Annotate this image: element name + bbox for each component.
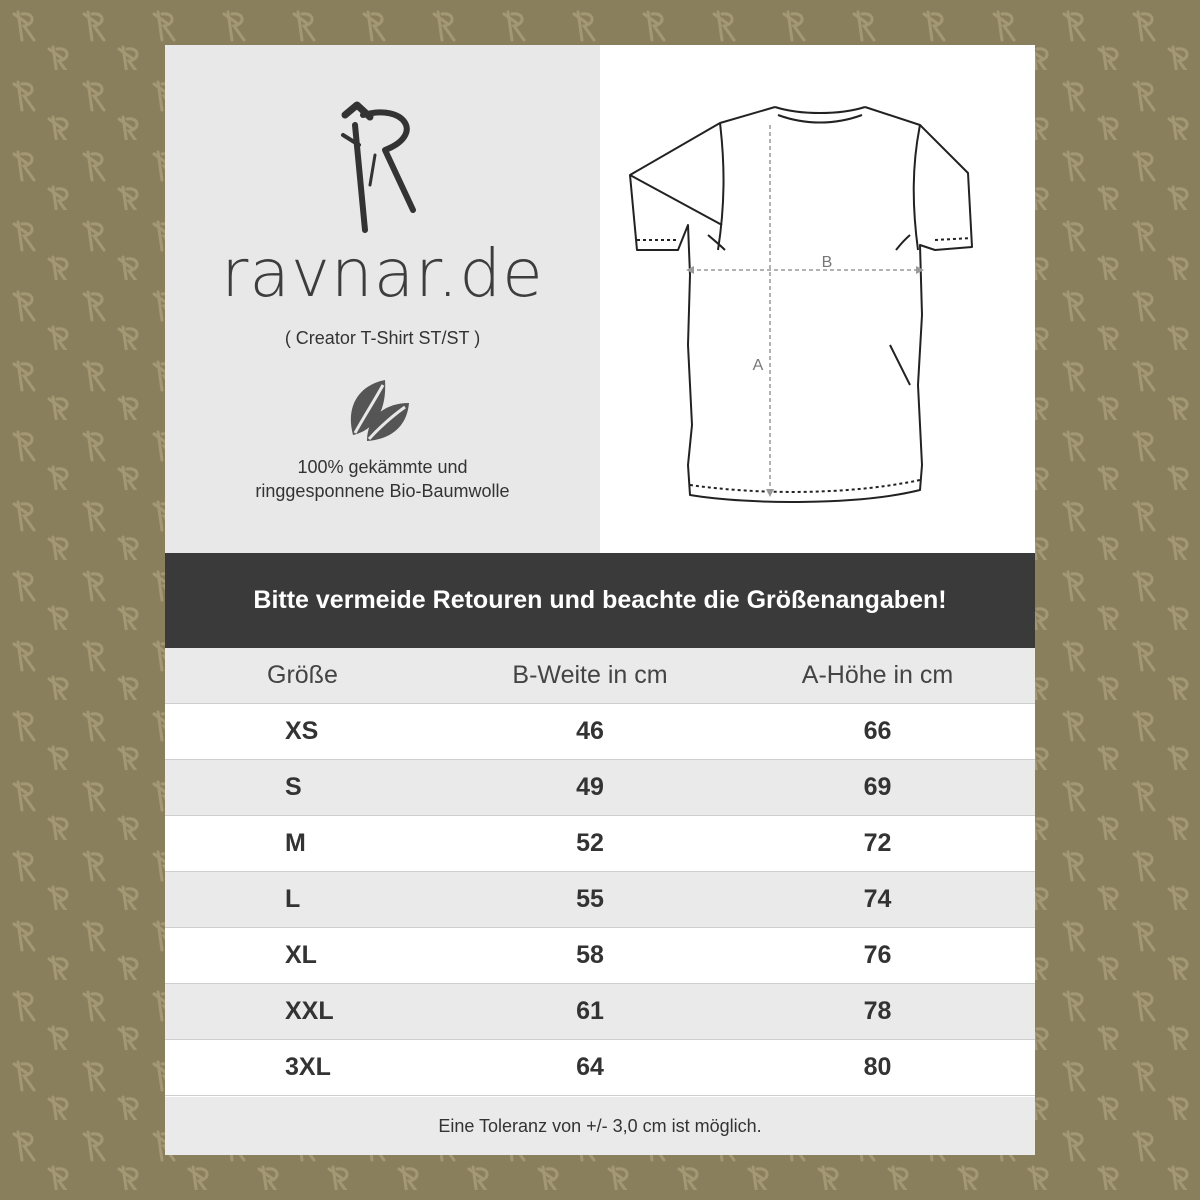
- table-row: [165, 928, 1035, 984]
- height-cell: 78: [863, 997, 892, 1025]
- size-cell: XL: [285, 941, 317, 969]
- table-row: [165, 984, 1035, 1040]
- table-row: [165, 1040, 1035, 1096]
- tshirt-outline: [630, 107, 972, 502]
- size-cell: M: [285, 829, 306, 857]
- tshirt-diagram: [600, 45, 1035, 553]
- width-cell: 58: [576, 941, 604, 969]
- product-label: ( Creator T-Shirt ST/ST ): [284, 328, 481, 348]
- ravnar-logo-icon: [325, 95, 425, 235]
- header-width: B-Weite in cm: [512, 661, 668, 689]
- width-cell: 61: [576, 997, 604, 1025]
- material-line-2: ringgesponnene Bio-Baumwolle: [255, 481, 510, 501]
- material-line-1: 100% gekämmte und: [297, 457, 468, 477]
- label-a: A: [752, 357, 764, 374]
- width-cell: 55: [576, 885, 604, 913]
- notice-bar: [165, 553, 1035, 648]
- size-table: [165, 648, 1035, 1096]
- height-cell: 80: [863, 1053, 892, 1081]
- width-cell: 64: [576, 1053, 604, 1081]
- size-cell: 3XL: [285, 1053, 331, 1081]
- brand-panel: [165, 45, 600, 553]
- header-height: A-Höhe in cm: [801, 661, 954, 689]
- material-description: [165, 455, 600, 503]
- header-size: Größe: [267, 661, 338, 689]
- height-cell: 74: [863, 885, 892, 913]
- diagram-panel: [600, 45, 1035, 553]
- height-cell: 69: [863, 773, 892, 801]
- tolerance-footer: [165, 1097, 1035, 1155]
- notice-text: Bitte vermeide Retouren und beachte die Größenangaben!: [253, 586, 947, 614]
- size-chart-card: [165, 45, 1035, 1155]
- width-cell: 49: [576, 773, 604, 801]
- tolerance-text: Eine Toleranz von +/- 3,0 cm ist möglich.: [438, 1115, 762, 1136]
- table-row: [165, 816, 1035, 872]
- table-row: [165, 704, 1035, 760]
- brand-name: ravnar.de: [221, 235, 544, 312]
- organic-leaf-icon: [345, 375, 415, 445]
- label-b: B: [821, 254, 833, 271]
- table-row: [165, 872, 1035, 928]
- height-cell: 76: [863, 941, 892, 969]
- table-row: [165, 760, 1035, 816]
- height-cell: 66: [863, 717, 892, 745]
- table-header-row: [165, 648, 1035, 704]
- width-cell: 46: [576, 717, 604, 745]
- measure-arrows: [686, 266, 924, 497]
- size-cell: XXL: [285, 997, 334, 1025]
- size-cell: L: [285, 885, 301, 913]
- height-cell: 72: [863, 829, 892, 857]
- width-cell: 52: [576, 829, 604, 857]
- size-cell: S: [285, 773, 302, 801]
- measure-lines: [690, 125, 920, 495]
- size-cell: XS: [285, 717, 319, 745]
